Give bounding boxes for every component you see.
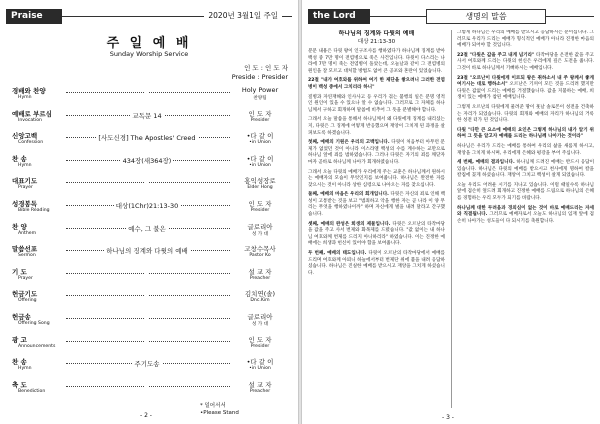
sermon-heading: 두 번째, 예배의 태도입니다.	[308, 251, 367, 257]
order-item-content	[82, 337, 212, 345]
sermon-paragraph	[308, 192, 445, 218]
order-row	[8, 154, 292, 177]
order-item-ko: 찬 양	[12, 222, 27, 231]
order-row	[8, 244, 292, 267]
left-header	[6, 9, 292, 24]
sermon-paragraph	[308, 117, 445, 137]
sermon-paragraph	[457, 128, 594, 141]
order-row	[8, 222, 292, 245]
order-item-leader: 설 교 자	[248, 380, 272, 389]
sermon-heading: 셋째, 예배의 완성은 희생의 제물입니다.	[308, 221, 391, 227]
order-item-content-text: 교독문 14	[132, 111, 162, 120]
order-item-en: Prayer	[18, 275, 33, 281]
order-item-en: Anthem	[18, 230, 37, 236]
presider-en: Preside : Presider	[231, 73, 288, 81]
order-item-leader-en: Preacher	[249, 388, 271, 394]
order-row	[8, 267, 292, 290]
order-row	[8, 380, 292, 403]
order-item-leader-en: •in Union	[249, 366, 271, 372]
stand-note	[200, 403, 239, 417]
order-item-ko: 축 도	[12, 380, 27, 389]
order-item-en: Benediction	[18, 388, 46, 394]
order-item-leader-en: •in Union	[249, 140, 271, 146]
order-item-leader-en: Presider	[250, 343, 270, 349]
order-item-leader: 글로리아	[247, 312, 273, 321]
stand-en: •Please Stand	[200, 410, 239, 416]
order-item-ko: 신앙고백	[12, 132, 38, 141]
order-item-content-text	[145, 269, 149, 277]
sermon-text: 오르난은 기꺼이 모든 것을 드리려 했지만 다윗은 값없이 드리는 예배를 거절했습니다. 값을 지불하는 예배, 희생이 있는 예배가 참된 예배입니다.	[457, 82, 594, 101]
order-item-ko: 기 도	[12, 267, 27, 276]
order-item-leader-en: 성 가 대	[251, 231, 269, 237]
sermon-text: 다윗이 오르난의 타작마당에서 예배를 드리며 여호와께 아뢰니 하늘에서부터 번제단 위에 불을 내려 응답하셨습니다. 하나님은 진실한 예배를 받으시고 재앙을 그치게 하셨습니다.	[308, 251, 445, 276]
sermon-paragraph	[308, 251, 445, 277]
order-row	[8, 289, 292, 312]
order-item-leader: •다 같 이	[246, 154, 274, 163]
order-item-leader: 인 도 자	[248, 109, 272, 118]
order-item-ko: 찬 송	[12, 154, 27, 163]
order-item-content	[82, 156, 212, 165]
order-row	[8, 109, 292, 132]
sermon-text: 하나님께 드려진 예배는 반드시 응답이 있습니다. 하나님은 다윗의 예배를 받으시고 천사에게 명하여 칼을 칼집에 꽂게 하셨습니다. 재앙이 그치고 백성이 살게 되었습니다.	[457, 160, 594, 179]
order-item-content	[82, 291, 212, 299]
sermon-paragraph	[457, 30, 594, 50]
order-item-content-text: 대상(1Chr)21:13-30	[115, 201, 179, 210]
order-item-content	[82, 111, 212, 120]
sermon-paragraph	[457, 105, 594, 125]
order-item-en: Hymn	[18, 95, 32, 100]
sermon-heading: 둘째, 예배의 마음은 우리의 회개입니다.	[308, 192, 389, 198]
order-item-leader: 인 도 자	[248, 335, 272, 344]
order-row	[8, 86, 292, 109]
sermon-heading: 세 번째, 예배의 결과입니다.	[457, 160, 515, 166]
column-divider	[451, 30, 452, 408]
sermon-text: 그러므로 예배자로서 오늘도 하나님의 임재 앞에 겸손히 나아가는 성도들이 다 되시기를 축원합니다.	[457, 212, 594, 224]
order-row	[8, 131, 292, 154]
order-item-leader-en: Presider	[250, 207, 270, 213]
order-item-leader: •다 같 이	[246, 132, 274, 141]
order-item-leader: 설 교 자	[248, 267, 272, 276]
order-item-content-text	[145, 178, 149, 186]
order-item-ko: 말씀선포	[12, 245, 38, 254]
order-item-en: Announcements	[18, 343, 56, 349]
order-item-leader-en: Pastor Ko	[249, 253, 271, 259]
order-item-leader-en: 찬양팀	[253, 96, 267, 101]
order-item-leader: 김치연(솔)	[244, 290, 276, 299]
order-item-leader: 글로리아	[247, 222, 273, 231]
order-item-content	[82, 382, 212, 390]
order-item-en: Offering	[18, 298, 37, 304]
sermon-title: 하나님의 징계와 다윗의 예배	[338, 30, 415, 37]
sermon-paragraph	[457, 206, 594, 226]
order-item-content	[82, 359, 212, 368]
sermon-text: 다윗은 자신의 죄로 인해 백성이 고통받는 것을 보고 "범죄하고 악을 행한 자는 곧 나라 이 양 무리는 무엇을 행하였나이까" 하며 자신에게 벌을 내려 달라고 간구했습니다.	[308, 192, 445, 218]
sermon-paragraph	[457, 183, 594, 203]
order-item-content	[82, 201, 212, 210]
order-item-content	[82, 224, 212, 233]
order-row	[8, 199, 292, 222]
sermon-heading: 다윗 "다만 큰 요소에 예배의 요인은 그렇게 하나님의 내가 알기 위하여 그 뜻을 알고자 예배를 드리는 하나님께 나아가는 것이라"	[457, 127, 594, 140]
order-row	[8, 357, 292, 380]
section-tab: the Lord	[308, 9, 370, 24]
order-item-ko: 찬 송	[12, 358, 27, 367]
section-title: 생명의 말씀	[426, 9, 546, 24]
order-item-leader-en: 성 가 대	[251, 321, 269, 327]
section-tab: Praise	[6, 9, 62, 24]
order-item-ko: 예배로 부르심	[12, 109, 52, 118]
order-item-en: Confession	[18, 140, 44, 146]
left-page	[0, 0, 298, 424]
order-item-leader: 인 도 자	[248, 199, 272, 208]
order-item-ko: 광 고	[12, 335, 27, 344]
order-item-leader-en: Elder Hong	[247, 185, 273, 191]
sermon-heading: 22절 "내가 여호와를 위하여 여기 한 제단을 쌓으려니 그러한 전염병이 백성 중에서 그치리라 하니"	[308, 78, 445, 90]
service-title: 주 일 예 배	[106, 36, 192, 51]
sermon-paragraph	[308, 78, 445, 91]
presider-ko: 인 도 : 인 도 자	[244, 64, 288, 72]
sermon-text: 그래서 오늘 다윗의 예배가 우리에게 주는 교훈은 하나님께서 원하시는 예배자의 모습이 무엇인지를 보여줍니다. 하나님은 완전한 자를 찾으시는 것이 아니라 상한 심령으로 나아오는 자를 찾으십니다.	[308, 169, 445, 188]
order-item-ko: 대표기도	[12, 177, 38, 186]
sermon-paragraph	[457, 53, 594, 73]
order-item-leader-en: •in Union	[249, 162, 271, 168]
sermon-paragraph	[308, 95, 445, 115]
page-number-left: - 2 -	[140, 412, 152, 419]
order-row	[8, 312, 292, 335]
order-item-content-text: [사도신경] The Apostles' Creed	[98, 134, 196, 143]
sermon-heading: 22절 "다윗은 값을 주고 내게 넘기라"	[457, 52, 535, 58]
sermon-paragraph	[308, 49, 445, 75]
order-item-leader: •다 같 이	[246, 358, 274, 367]
sermon-heading: 첫째, 예배의 기원은 우리의 고백입니다.	[308, 140, 390, 146]
sermon-text: 그렇게 오르난의 다윗에게 물려준 땅이 훗날 솔로몬이 성전을 건축하는 자리가 되었습니다. 다윗의 회개와 예배의 자리가 하나님의 거룩한 성전 터가 된 것입니다.	[457, 104, 594, 124]
order-item-content-text	[145, 291, 149, 299]
sermon-column-1	[308, 30, 445, 408]
sermon-reference: 대상 21:13-30	[357, 39, 396, 45]
order-item-content-text: 주기도송	[134, 360, 160, 369]
sermon-paragraph	[308, 140, 445, 166]
order-item-content	[82, 246, 212, 255]
order-item-en: Hymn	[18, 366, 32, 372]
order-item-content-text	[145, 88, 149, 96]
order-item-ko: 헌금송	[12, 312, 31, 321]
sermon-paragraph	[457, 144, 594, 157]
sermon-column-2	[457, 30, 594, 408]
order-item-content	[82, 269, 212, 277]
order-row	[8, 176, 292, 199]
sermon-text: 질병과 자연재해와 인사사고 등 우리가 겪는 불행의 일은 분명 영적인 원인이 있을 수 있으나 알 수 없습니다. 그러므로 그 자체를 하나님께서 구하고 회개하며 말씀에 비추어 그 뜻을 분별해야 합니다.	[308, 94, 445, 113]
sermon-text: 다윗이 처음부터 아무런 문제가 없었던 것이 아니라 이스라엘 백성의 수를 계수하는 교만으로 하나님 앞에 죄를 범하였습니다. 그러나 다윗은 자기의 죄를 깨닫자마자 곧바로 하나님께 나아가 회개하였습니다.	[308, 140, 445, 165]
sermon-columns	[308, 30, 594, 410]
order-item-content-text: 예수, 그 불은	[128, 224, 166, 233]
order-item-leader: 고창수목사	[244, 245, 276, 254]
sermon-text: 분문 내용은 다윗 왕이 인구조사를 행하였다가 하나님께 징계를 받아 백성 중 7만 명이 전염병으로 죽은 사건입니다. 다윗이 다스리는 나라에 7만 명이 죽는 전염병이 돌았는데, 오늘날과 같이 그 전염병의 원인을 잘 모르고 대처할 방법도 없어 큰 공포와 혼란이 있었습니다.	[308, 49, 445, 74]
sermon-text: 하나님은 우리가 드리는 예배를 통하여 우리의 삶을 새롭게 하시고, 재앙을 그치게 하시며, 우리에게 은혜와 평강을 부어 주십니다.	[457, 143, 594, 156]
order-item-content	[82, 314, 212, 322]
order-item-content	[82, 178, 212, 186]
bulletin-date: 2020년 3월1일 주일	[204, 10, 282, 21]
sermon-paragraph	[308, 170, 445, 190]
order-item-en: Sermon	[18, 253, 36, 259]
sermon-text: 다윗은 오르난의 타작마당을 값을 주고 사서 번제와 화목제를 드렸습니다. "값 없이는 내 하나님 여호와께 번제를 드리지 아니하리라" 하였습니다. 이는 진정한 예배에는 희생과 헌신이 있어야 함을 보여줍니다.	[308, 221, 445, 247]
order-item-content-text	[145, 382, 149, 390]
order-item-content-text	[145, 314, 149, 322]
order-of-worship	[8, 86, 292, 402]
order-item-content	[82, 88, 212, 96]
page-number-right: - 3 -	[442, 414, 454, 421]
sermon-text: 오늘 우리도 어려운 시기를 지나고 있습니다. 이럴 때일수록 하나님 앞에 겸손히 엎드려 회개하고 진정한 예배를 드림으로 하나님의 은혜를 경험하는 우리 모두가 되기를 바랍니다.	[457, 182, 594, 202]
stand-ko: * 일어서서	[200, 403, 226, 409]
sermon-heading: 23절 "오르난이 다윗에게 이르되 왕은 취하소서 내 주 왕께서 좋게 여기시는 대로 행하소서"	[457, 75, 594, 88]
sermon-text: 그래서 오늘 말씀을 통해서 하나님께서 왜 다윗에게 징계를 내리셨는지, 다윗은 그 징계에 어떻게 반응했으며 재앙이 그치게 된 과정을 살펴보도록 하겠습니다.	[308, 117, 445, 136]
order-item-content	[82, 133, 212, 142]
sermon-heading: 하나님께 대한 두려움과 경외심이 없는 것이 바로 예배드리는 자세와 직결됩니다.	[457, 205, 594, 218]
order-item-en: Prayer	[18, 185, 33, 191]
sermon-text: 그렇게 하나님은 우리의 예배를 받으시고 응답하시는 분이십니다. 그러므로 우리가 드리는 예배가 형식적인 예배가 아니라 진정한 마음의 예배가 되어야 할 것입니다.	[457, 30, 594, 49]
order-item-en: Hymn	[18, 162, 32, 168]
sermon-paragraph	[308, 222, 445, 248]
order-row	[8, 335, 292, 358]
sermon-paragraph	[457, 160, 594, 180]
order-item-leader-en: Presider	[250, 117, 270, 123]
order-item-leader: 홍익성장로	[244, 177, 276, 186]
order-item-content-text	[145, 337, 149, 345]
order-item-en: Bible Reading	[18, 207, 50, 213]
order-item-ko: 성경봉독	[12, 199, 38, 208]
presider-info	[232, 64, 288, 82]
right-header	[308, 9, 594, 24]
order-item-ko: 경배와 찬양	[12, 87, 46, 95]
order-item-content-text: 434장(새364장)	[122, 156, 172, 165]
sermon-paragraph	[457, 76, 594, 102]
order-item-en: Invocation	[18, 117, 42, 123]
order-item-content-text: 하나님의 징계와 다윗의 예배	[106, 247, 188, 256]
right-page	[302, 0, 600, 424]
service-subtitle: Sunday Worship Service	[109, 50, 189, 58]
order-item-leader: Holy Power	[241, 86, 279, 94]
order-item-leader-en: Preacher	[249, 275, 271, 281]
order-item-ko: 헌금기도	[12, 290, 38, 299]
order-item-leader-en: Dnc.Kim	[250, 298, 270, 304]
order-item-en: Offering Song	[18, 320, 50, 326]
sermon-text: 타작마당을 온전한 값을 주고 사서 여호와께 드리는 다윗의 헌신은 우리에게 깊은 도전을 줍니다. 그것이 바로 하나님께서 기뻐하시는 예배입니다.	[457, 52, 594, 71]
